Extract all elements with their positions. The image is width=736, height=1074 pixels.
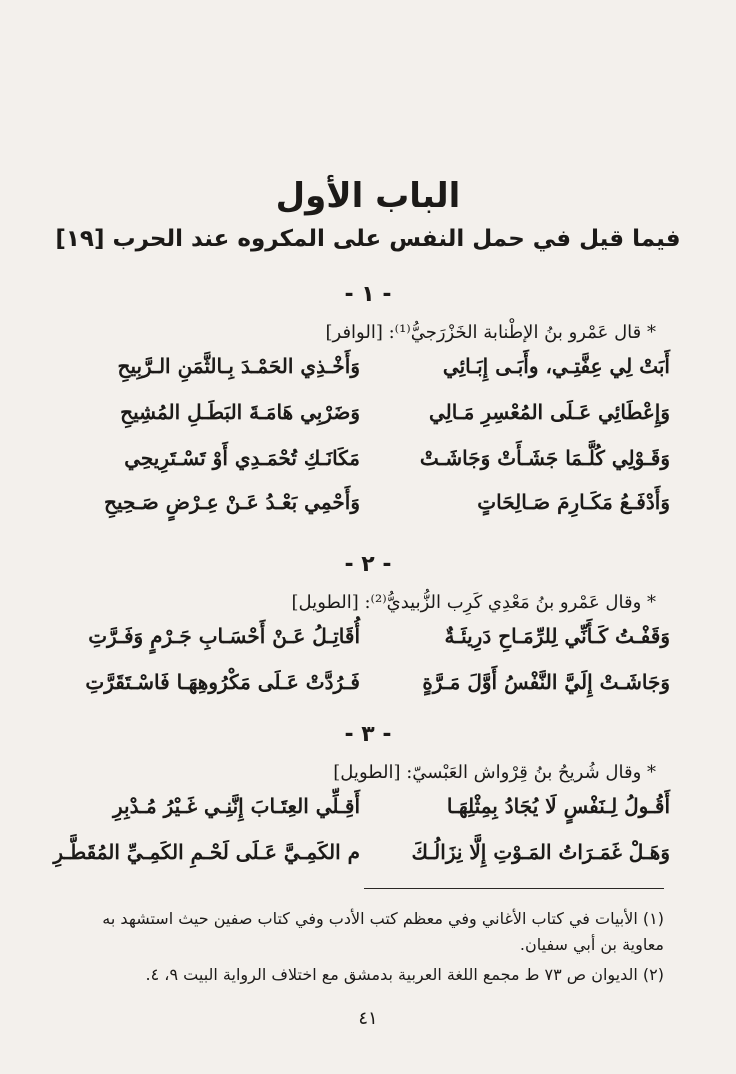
verse-first-hemistich: أَقُـولُ لِـنَفْسٍ لَا يُجَادُ بِمِثْلِهَـا [446, 794, 670, 818]
verse-second-hemistich: وَضَرْبِي هَامَـةَ البَطَـلِ المُشِيحِ [120, 400, 360, 424]
poem-intro: * قال عَمْرو بنُ الإطْنابة الخَزْرَجيُّ⁽¹⁾: [الوافر] [325, 322, 656, 343]
verse-second-hemistich: وَأَحْمِي بَعْـدُ عَـنْ عِـرْضٍ صَـحِيحِ [104, 490, 360, 514]
verse-first-hemistich: وَهَـلْ غَمَـرَاتُ المَـوْتِ إِلَّا نِزَالُـكَ [411, 840, 670, 864]
verse-second-hemistich: أَقِـلِّي العِتَـابَ إِنَّنِـي غَـيْرُ مُـدْبِرِ [113, 794, 360, 818]
poem-intro: * وقال عَمْرو بنُ مَعْدِي كَرِب الزُّبيديُّ⁽²⁾: [الطويل] [291, 592, 656, 613]
footnote: (١) الأبيات في كتاب الأغاني وفي معظم كتب الأدب وفي كتاب صفين حيث استشهد به معاوية بن أبي سفيان. [102, 909, 664, 954]
verse-first-hemistich: وَجَاشَـتْ إِلَيَّ النَّفْسُ أَوَّلَ مَـرَّةٍ [422, 670, 670, 694]
verse-line [53, 840, 670, 880]
verse-line [70, 446, 670, 486]
page-number: ٤١ [358, 1008, 378, 1029]
verse-line [70, 400, 670, 440]
verse-second-hemistich: وَأَخْـذِي الحَمْـدَ بِـالثَّمَنِ الـرَّبِيحِ [117, 354, 360, 378]
verse-first-hemistich: وَأَدْفَـعُ مَكَـارِمَ صَـالِحَاتٍ [477, 490, 670, 514]
verse-second-hemistich: مَكَانَـكِ تُحْمَـدِي أَوْ تَسْـتَرِيحِي [124, 446, 360, 470]
verse-first-hemistich: وَقَفْـتُ كَـأَنِّي لِلرِّمَـاحِ دَرِيئَـةٌ [444, 624, 670, 648]
section-number: - ٣ - [344, 722, 392, 747]
verse-second-hemistich: م الكَمِـيَّ عَـلَى لَحْـمِ الكَمِـيِّ المُقَطَّـرِ [53, 840, 360, 864]
chapter-title: الباب الأول [275, 176, 461, 216]
verse-line [70, 794, 670, 834]
section-number: - ٢ - [344, 552, 392, 577]
poem-intro: * وقال شُريحُ بنُ قِرْواش العَبْسيّ: [الطويل] [333, 762, 656, 783]
verse-second-hemistich: فَـرُدَّتْ عَـلَى مَكْرُوهِهَـا فَاسْـتَقَرَّتِ [85, 670, 360, 694]
footnote-divider [364, 888, 664, 889]
verse-first-hemistich: أَبَتْ لِي عِفَّتِـي، وأَبَـى إِبَـائِي [442, 354, 670, 378]
chapter-subtitle: فيما قيل في حمل النفس على المكروه عند الحرب [١٩] [55, 226, 681, 252]
verse-first-hemistich: وَإِعْطَائِي عَـلَى المُعْسِرِ مَـالِي [428, 400, 670, 424]
footnote: (٢) الديوان ص ٧٣ ط مجمع اللغة العربية بدمشق مع اختلاف الرواية البيت ٩، ٤. [145, 965, 664, 984]
section-number: - ١ - [344, 282, 392, 307]
verse-second-hemistich: أُقَاتِـلُ عَـنْ أَحْسَـابِ جَـرْمٍ وَفَـرَّتِ [88, 624, 360, 648]
verse-first-hemistich: وَقَـوْلِي كُلَّـمَا جَشَـأَتْ وَجَاشَـتْ [419, 446, 670, 470]
verse-line [70, 670, 670, 710]
verse-line [70, 354, 670, 394]
verse-line [70, 490, 670, 530]
verse-line [70, 624, 670, 664]
